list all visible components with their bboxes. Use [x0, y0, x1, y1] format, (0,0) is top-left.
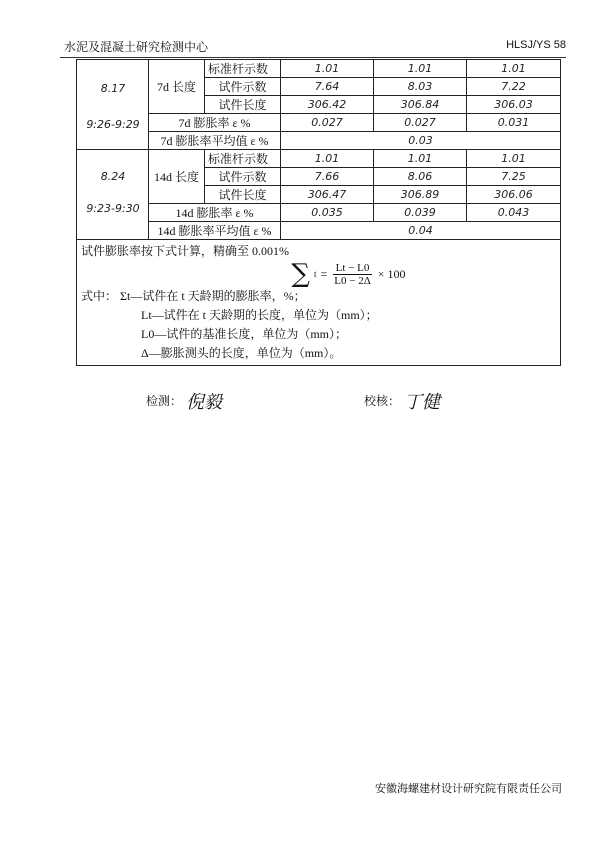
header-org: 水泥及混凝土研究检测中心: [64, 40, 209, 54]
value-cell: 7.25: [467, 168, 561, 186]
value-cell: 7.66: [281, 168, 374, 186]
value-cell: 8.06: [374, 168, 467, 186]
row-label: 标准杆示数: [205, 60, 281, 78]
rate-label-7d: 7d 膨胀率 ε %: [149, 114, 281, 132]
value-cell: 306.03: [467, 96, 561, 114]
table-row: [77, 204, 561, 222]
table-row: [77, 114, 561, 132]
measurement-table: [76, 59, 561, 366]
where-line: 式中： Σt—试件在 t 天龄期的膨胀率，%；: [81, 289, 306, 303]
delta-definition: Δ—膨胀测头的长度，单位为（mm）。: [141, 346, 342, 360]
row-label: 试件长度: [205, 96, 281, 114]
lt-definition: Lt—试件在 t 天龄期的长度，单位为（mm）；: [141, 308, 378, 322]
value-cell: 1.01: [467, 60, 561, 78]
rate-cell: 0.027: [374, 114, 467, 132]
row-label: 试件长度: [205, 186, 281, 204]
header-divider: [60, 57, 566, 58]
checker-signature: [364, 388, 440, 414]
value-cell: 8.03: [374, 78, 467, 96]
date-cell-14d: [77, 150, 149, 240]
expansion-formula: [81, 261, 556, 287]
rate-cell: 0.031: [467, 114, 561, 132]
footer-company: 安徽海螺建材设计研究院有限责任公司: [375, 783, 562, 795]
sigma-symbol: ∑: [291, 259, 310, 289]
formula-multiplier: × 100: [377, 266, 406, 281]
value-cell: 1.01: [281, 150, 374, 168]
table-row: [77, 222, 561, 240]
header-code: HLSJ/YS 58: [506, 39, 566, 51]
age-label-14d: 14d 长度: [149, 150, 205, 204]
tester-label: 检测：: [146, 394, 183, 408]
time-14d: 9:23-9:30: [86, 202, 140, 215]
formula-denominator: L0 − 2Δ: [334, 274, 371, 287]
value-cell: 1.01: [281, 60, 374, 78]
date-7d: 8.17: [100, 82, 126, 95]
value-cell: 306.42: [281, 96, 374, 114]
formula-fraction: [331, 262, 374, 287]
l0-definition: L0—试件的基准长度，单位为（mm）；: [141, 327, 347, 341]
row-label: 试件示数: [205, 78, 281, 96]
value-cell: 306.89: [374, 186, 467, 204]
value-cell: 306.47: [281, 186, 374, 204]
table-row: [77, 132, 561, 150]
row-label: 试件示数: [205, 168, 281, 186]
value-cell: 1.01: [374, 60, 467, 78]
value-cell: 306.06: [467, 186, 561, 204]
date-14d: 8.24: [100, 170, 126, 183]
table-row: [77, 150, 561, 168]
date-cell-7d: [77, 60, 149, 150]
checker-label: 校核：: [364, 394, 401, 408]
avg-value-7d: 0.03: [281, 132, 561, 150]
value-cell: 7.22: [467, 78, 561, 96]
rate-label-14d: 14d 膨胀率 ε %: [149, 204, 281, 222]
checker-handwriting: 丁健: [404, 392, 441, 413]
equals-sign: =: [320, 266, 328, 281]
avg-label-14d: 14d 膨胀率平均值 ε %: [149, 222, 281, 240]
notes-cell: [77, 240, 561, 366]
sigma-subscript: t: [313, 269, 317, 279]
rate-cell: 0.039: [374, 204, 467, 222]
age-label-7d: 7d 长度: [149, 60, 205, 114]
formula-numerator: Lt − L0: [333, 262, 373, 275]
calc-instruction: 试件膨胀率按下式计算，精确至 0.001%: [81, 244, 289, 258]
tester-signature: [146, 388, 222, 414]
notes-row: [77, 240, 561, 366]
rate-cell: 0.027: [281, 114, 374, 132]
tester-handwriting: 倪毅: [186, 392, 223, 413]
value-cell: 1.01: [467, 150, 561, 168]
value-cell: 7.64: [281, 78, 374, 96]
time-7d: 9:26-9:29: [86, 118, 140, 131]
row-label: 标准杆示数: [205, 150, 281, 168]
rate-cell: 0.035: [281, 204, 374, 222]
value-cell: 1.01: [374, 150, 467, 168]
rate-cell: 0.043: [467, 204, 561, 222]
avg-value-14d: 0.04: [281, 222, 561, 240]
avg-label-7d: 7d 膨胀率平均值 ε %: [149, 132, 281, 150]
value-cell: 306.84: [374, 96, 467, 114]
table-row: [77, 60, 561, 78]
